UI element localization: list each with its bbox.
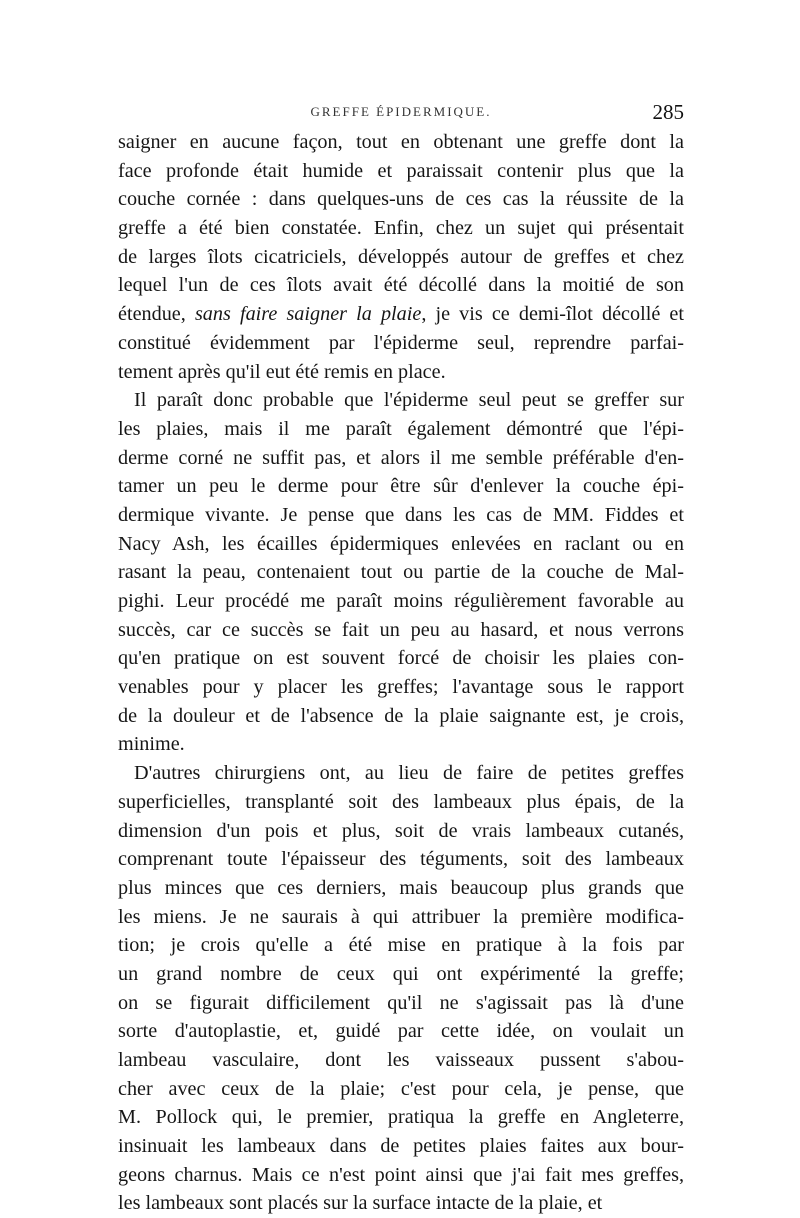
text-line: couche cornée : dans quelques-uns de ces cas la réussite de la — [118, 188, 684, 211]
paragraph — [118, 386, 684, 759]
text-line: lequel l'un de ces îlots avait été décollé dans la moitié de son — [118, 274, 684, 297]
text-line: un grand nombre de ceux qui ont expérimenté la greffe; — [118, 962, 684, 985]
page-number: 285 — [652, 100, 684, 124]
text-line: les lambeaux sont placés sur la surface intacte de la plaie, et — [118, 1192, 603, 1215]
running-head — [118, 100, 684, 128]
italic-phrase: sans faire saigner la plaie — [194, 303, 422, 326]
text-line: dermique vivante. Je pense que dans les cas de MM. Fiddes et — [118, 503, 684, 526]
paragraph — [118, 759, 684, 1218]
text-line: D'autres chirurgiens ont, au lieu de faire de petites greffes — [134, 762, 684, 785]
text-line: Il paraît donc probable que l'épiderme seul peut se greffer sur — [134, 389, 684, 412]
text-line: derme corné ne suffit pas, et alors il me semble préférable d'en- — [118, 446, 684, 469]
text-line: qu'en pratique on est souvent forcé de choisir les plaies con- — [118, 647, 684, 670]
text-line: dimension d'un pois et plus, soit de vrais lambeaux cutanés, — [118, 819, 684, 842]
text-line: sorte d'autoplastie, et, guidé par cette idée, on voulait un — [118, 1020, 684, 1043]
text-line: tion; je crois qu'elle a été mise en pratique à la fois par — [118, 934, 684, 957]
text-line: succès, car ce succès se fait un peu au hasard, et nous verrons — [118, 618, 684, 641]
text-line: greffe a été bien constatée. Enfin, chez un sujet qui présentait — [118, 217, 684, 240]
text-line: Nacy Ash, les écailles épidermiques enlevées en raclant ou en — [118, 532, 684, 555]
body-text — [118, 128, 684, 1218]
text-line: comprenant toute l'épaisseur des téguments, soit des lambeaux — [118, 848, 684, 871]
text-line: minime. — [118, 733, 185, 756]
text-line: venables pour y placer les greffes; l'avantage sous le rapport — [118, 676, 684, 699]
text-line: geons charnus. Mais ce n'est point ainsi que j'ai fait mes greffes, — [118, 1163, 684, 1186]
text-line: insinuait les lambeaux dans de petites plaies faites aux bour- — [118, 1135, 684, 1158]
text-line: superficielles, transplanté soit des lambeaux plus épais, de la — [118, 790, 684, 813]
text-line: on se figurait difficilement qu'il ne s'agissait pas là d'une — [118, 991, 684, 1014]
text-line: tement après qu'il eut été remis en place. — [118, 360, 446, 383]
running-title: GREFFE ÉPIDERMIQUE. — [310, 104, 492, 119]
text-line: constitué évidemment par l'épiderme seul, reprendre parfai- — [118, 331, 684, 354]
text-line: pighi. Leur procédé me paraît moins régulièrement favorable au — [118, 590, 684, 612]
text-line: étendue, sans faire saigner la plaie, je vis ce demi-îlot décollé et — [118, 303, 684, 326]
text-line: lambeau vasculaire, dont les vaisseaux pussent s'abou- — [118, 1049, 684, 1071]
text-line: M. Pollock qui, le premier, pratiqua la greffe en Angleterre, — [118, 1106, 684, 1129]
text-line: les plaies, mais il me paraît également démontré que l'épi- — [118, 417, 684, 440]
text-line: de larges îlots cicatriciels, développés autour de greffes et chez — [118, 245, 684, 268]
text-line: les miens. Je ne saurais à qui attribuer la première modifica- — [118, 905, 684, 928]
text-line: rasant la peau, contenaient tout ou partie de la couche de Mal- — [118, 561, 684, 584]
text-line: saigner en aucune façon, tout en obtenant une greffe dont la — [118, 131, 684, 153]
text-line: cher avec ceux de la plaie; c'est pour cela, je pense, que — [118, 1077, 684, 1100]
text-line: face profonde était humide et paraissait contenir plus que la — [118, 159, 684, 182]
text-line: plus minces que ces derniers, mais beaucoup plus grands que — [118, 876, 684, 899]
paragraph — [118, 128, 684, 386]
text-line: tamer un peu le derme pour être sûr d'enlever la couche épi- — [118, 475, 684, 498]
text-line: de la douleur et de l'absence de la plaie saignante est, je crois, — [118, 704, 684, 727]
